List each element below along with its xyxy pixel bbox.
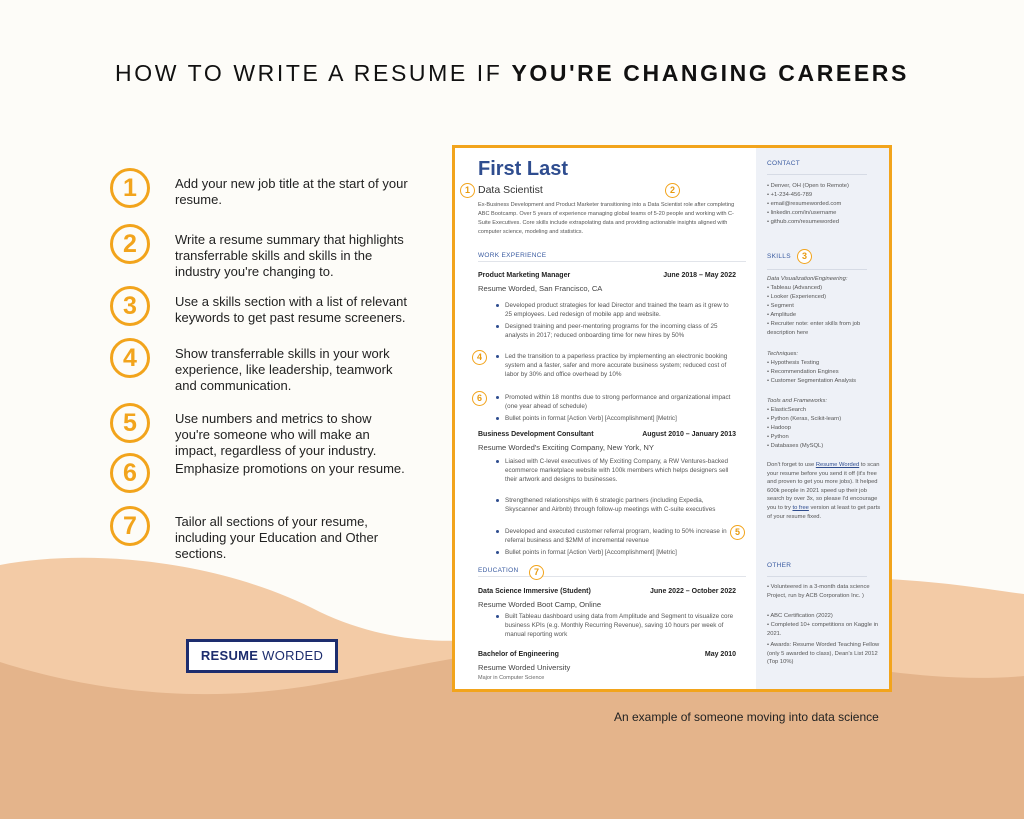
step-number: 4	[110, 338, 150, 378]
edu-2-dates: May 2010	[704, 651, 736, 658]
marker-7: 7	[529, 565, 544, 580]
resume-name: First Last	[478, 158, 569, 180]
step-number: 7	[110, 506, 150, 546]
skill-category: Techniques:	[767, 351, 799, 357]
title-regular: HOW TO WRITE A RESUME IF	[115, 60, 512, 86]
other-item: • ABC Certification (2022)	[767, 613, 833, 619]
skill-item: • Recruiter note: enter skills from job description here	[767, 321, 861, 336]
job-2-title: Business Development Consultant	[478, 431, 594, 438]
job-1-dates: June 2018 – May 2022	[663, 272, 736, 279]
skill-item: • Tableau (Advanced)	[767, 285, 823, 291]
contact-item: • Denver, OH (Open to Remote)	[767, 183, 849, 189]
job-1-bullet: Bullet points in format [Action Verb] [Accomplishment] [Metric]	[505, 414, 737, 423]
other-item: • Awards: Resume Worded Teaching Fellow (only 5 awarded to class), Dean's List 2012 (Top 10%)	[767, 642, 880, 666]
contact-heading: CONTACT	[767, 160, 801, 167]
skill-item: • Python (Keras, Scikit-learn)	[767, 416, 842, 422]
contact-item: • +1-234-456-789	[767, 192, 813, 198]
contact-item: • github.com/resumeworded	[767, 219, 839, 225]
step-number: 2	[110, 224, 150, 264]
work-experience-heading: WORK EXPERIENCE	[478, 252, 746, 262]
skill-item: • Databases (MySQL)	[767, 443, 824, 449]
skill-item: • ElasticSearch	[767, 407, 807, 413]
edu-2-school: Resume Worded University	[478, 663, 571, 672]
skill-item: • Customer Segmentation Analysis	[767, 378, 857, 384]
job-2-header	[478, 431, 736, 438]
free-version-link[interactable]: to free	[792, 504, 809, 511]
skill-item: • Looker (Experienced)	[767, 294, 827, 300]
contact-item: • email@resumeworded.com	[767, 201, 842, 207]
step-text: Emphasize promotions on your resume.	[175, 461, 405, 476]
edu-2-title: Bachelor of Engineering	[478, 651, 559, 658]
example-caption: An example of someone moving into data science	[614, 710, 879, 724]
title-bold: YOU'RE CHANGING CAREERS	[511, 60, 909, 86]
edu-1-dates: June 2022 – October 2022	[650, 588, 736, 595]
job-2-dates: August 2010 – January 2013	[642, 431, 736, 438]
note-text: version at least to get parts of your resume fixed.	[767, 504, 881, 520]
job-1-bullet: Promoted within 18 months due to strong performance and organizational impact (one year ahead of schedule)	[505, 393, 737, 411]
step-number: 3	[110, 286, 150, 326]
skill-category: Tools and Frameworks:	[767, 398, 828, 404]
job-2-bullet: Strengthened relationships with 6 strategic partners (including Expedia, Skyscanner and Airbnb) through follow-up meetings with C-suite executives	[505, 496, 737, 514]
step-text: Add your new job title at the start of your resume.	[175, 176, 408, 207]
edu-2-header	[478, 651, 736, 658]
skill-item: • Segment	[767, 303, 794, 309]
note-text: to scan your resume before you send it off (it's free and proven to get you more jobs). It helped 600k people in 2021 speed up their job search by over 3x, so please I'd encourage you to try	[767, 462, 880, 511]
job-1-header	[478, 272, 736, 279]
resume-sidebar	[756, 148, 889, 689]
divider	[767, 576, 867, 577]
skill-item: • Python	[767, 434, 789, 440]
step-text: Tailor all sections of your resume, including your Education and Other sections.	[175, 514, 379, 561]
resume-job-title: Data Scientist	[478, 184, 543, 196]
skill-item: • Hadoop	[767, 425, 791, 431]
divider	[767, 174, 867, 175]
contact-item: • linkedin.com/in/username	[767, 210, 837, 216]
edu-1-header	[478, 588, 736, 595]
job-1-company: Resume Worded, San Francisco, CA	[478, 284, 603, 293]
marker-5: 5	[730, 525, 745, 540]
other-item: • Completed 10+ competitions on Kaggle in 2021.	[767, 622, 879, 637]
resume-summary: Ex-Business Development and Product Marketer transitioning into a Data Scientist role after completing ABC Bootcamp. Over 5 years of experience managing global teams of 5-20 people and working with C-Suite Executives. Core skills include extrapolating data and providing actionable insights aligned with computer science, modeling and statistics.	[478, 202, 735, 235]
job-2-bullet: Bullet points in format [Action Verb] [Accomplishment] [Metric]	[505, 548, 737, 557]
job-2-bullet: Developed and executed customer referral program, leading to 50% increase in referral business and $2MM of incremental revenue	[505, 527, 737, 545]
skill-item: • Hypothesis Testing	[767, 360, 820, 366]
edu-1-school: Resume Worded Boot Camp, Online	[478, 600, 602, 609]
step-text: Use numbers and metrics to show you're someone who will make an impact, regardless of your industry.	[175, 411, 377, 458]
marker-6: 6	[472, 391, 487, 406]
marker-1: 1	[460, 183, 475, 198]
resume-example	[452, 145, 892, 692]
job-1-bullet: Developed product strategies for lead Director and trained the team as it grew to 25 employees. Led redesign of mobile app and website.	[505, 301, 737, 319]
skill-item: • Recommendation Engines	[767, 369, 839, 375]
resume-worded-link[interactable]: Resume Worded	[815, 462, 860, 468]
resume-main-column	[455, 148, 756, 689]
education-heading: EDUCATION	[478, 567, 746, 577]
marker-4: 4	[472, 350, 487, 365]
skills-heading: SKILLS	[767, 253, 791, 260]
edu-1-title: Data Science Immersive (Student)	[478, 588, 591, 595]
marker-3: 3	[797, 249, 812, 264]
logo-word-1: RESUME	[200, 648, 259, 663]
skill-item: • Amplitude	[767, 312, 797, 318]
marker-2: 2	[665, 183, 680, 198]
page-title	[0, 60, 1024, 87]
job-1-bullet: Led the transition to a paperless practice by implementing an electronic booking system and a faster, safer and more accurate business system; reduced cost of labor by 30% and office overhead by 10%	[505, 352, 737, 379]
step-number: 5	[110, 403, 150, 443]
skill-category: Data Visualization/Engineering:	[767, 276, 848, 282]
step-text: Show transferrable skills in your work experience, like leadership, teamwork and communication.	[175, 346, 393, 393]
divider	[767, 269, 867, 270]
resume-worded-logo	[186, 639, 338, 673]
resume-worded-note	[767, 461, 881, 521]
step-text: Write a resume summary that highlights transferrable skills and skills in the industry you're changing to.	[175, 232, 404, 279]
logo-word-2: WORDED	[262, 648, 324, 663]
step-text: Use a skills section with a list of relevant keywords to get past resume screeners.	[175, 294, 407, 325]
note-text: Don't forget to use	[767, 462, 816, 468]
step-number: 6	[110, 453, 150, 493]
job-2-company: Resume Worded's Exciting Company, New York, NY	[478, 443, 654, 452]
job-1-bullet: Designed training and peer-mentoring programs for the incoming class of 25 analysts in 2017; reduced onboarding time for new hires by 50%	[505, 322, 737, 340]
step-number: 1	[110, 168, 150, 208]
edu-1-bullet: Built Tableau dashboard using data from Amplitude and Segment to visualize core business KPIs (e.g. Monthly Recurring Revenue), saving 10 hours per week of manual reporting work	[505, 612, 737, 639]
job-2-bullet: Liaised with C-level executives of My Exciting Company, a RW Ventures-backed ecommerce marketplace website with 100k members which helps designers sell their artwork and designs to businesses.	[505, 457, 737, 484]
other-item: • Volunteered in a 3-month data science Project, run by ACB Corporation Inc. )	[767, 584, 870, 599]
job-1-title: Product Marketing Manager	[478, 272, 571, 279]
edu-2-note: Major in Computer Science	[478, 675, 545, 681]
other-heading: OTHER	[767, 562, 792, 569]
